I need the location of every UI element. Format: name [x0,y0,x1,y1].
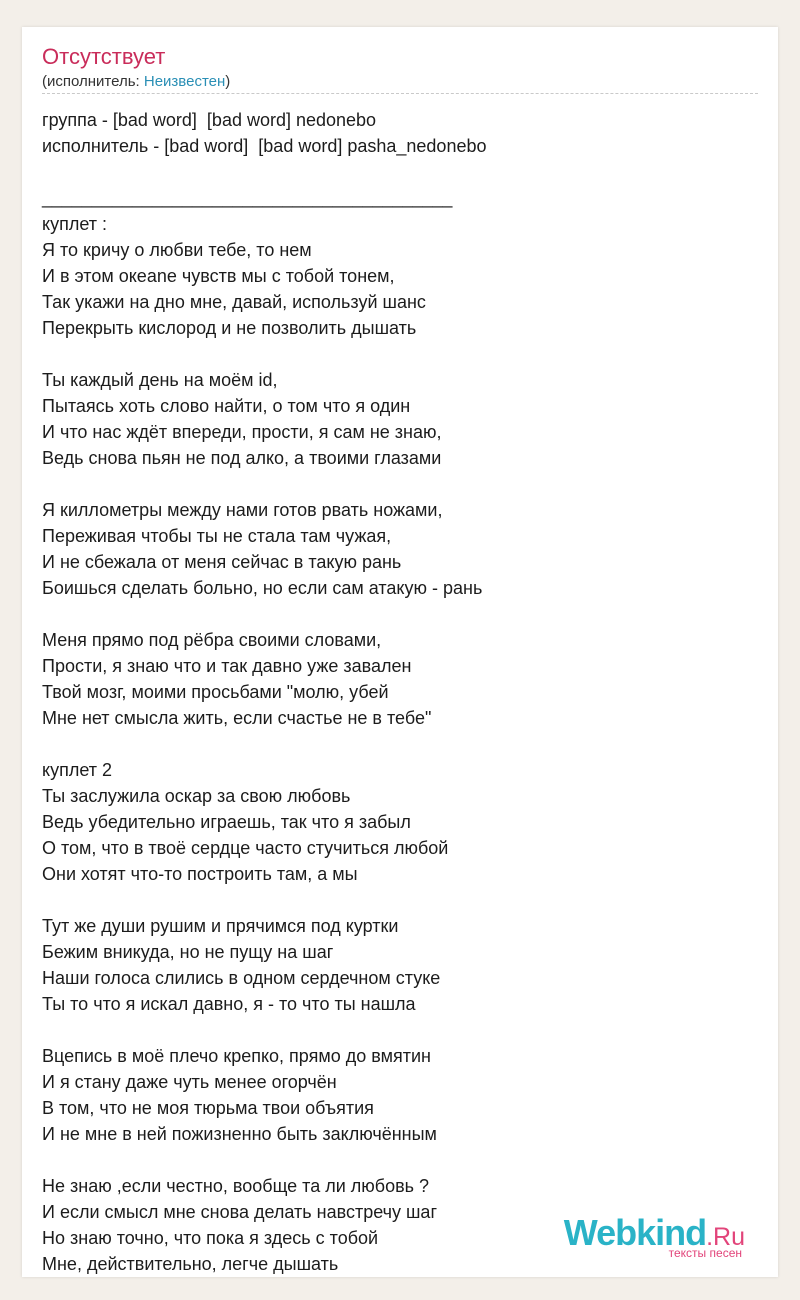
site-watermark[interactable] [563,1212,745,1260]
artist-prefix: (исполнитель: [42,73,144,90]
logo-tld: .Ru [706,1223,745,1251]
artist-line [42,73,230,91]
lyrics-card [22,27,778,1277]
song-title: Отсутствует [42,44,166,69]
lyrics-text: группа - [bad word] [bad word] nedonebo исполнитель - [bad word] [bad word] pasha_nedonebo _________________________________________ куплет : Я то кричу о любви тебе, то нем И в этом океane чувств мы с тобой тонем, Так укажи на дно мне, давай, используй шанс Перекрыть кислород и не позволить дышать Ты каждый день на моём id, Пытаясь хоть слово найти, о том что я один И что нас ждёт впереди, прости, я сам не знаю, Ведь снова пьян не под алко, а твоими глазами Я киллометры между нами готов рвать ножами, Переживая чтобы ты не стала там чужая, И не сбежала от меня сейчас в такую рань Боишься сделать больно, но если сам атакую - рань Меня прямо под рёбра своими словами, Прости, я знаю что и так давно уже завален Твой мозг, моими просьбами "молю, убей Мне нет смысла жить, если счастье не в тебе" куплет 2 Ты заслужила оскар за свою любовь Ведь убедительно играешь, так что я забыл О том, что в твоё сердце часто стучиться любой Они хотят что-то построить там, а мы Тут же души рушим и прячимся под куртки Бежим вникуда, но не пущу на шаг Наши голоса слились в одном сердечном стуке Ты то что я искал давно, я - то что ты нашла Вцепись в моё плечо крепко, прямо до вмятин И я стану даже чуть менее огорчён В том, что не моя тюрьма твои объятия И не мне в ней пожизненно быть заключённым Не знаю ,если честно, вообще та ли любовь ? И если смысл мне снова делать навстречу шаг Но знаю точно, что пока я здесь с тобой Мне, действительно, легче дышать [42,110,487,1274]
dashed-divider [42,93,758,94]
artist-link[interactable]: Неизвестен [143,73,226,90]
logo-brand: Webkind [563,1212,707,1253]
artist-suffix: ) [225,73,231,90]
logo-tagline: тексты песен [668,1246,742,1260]
